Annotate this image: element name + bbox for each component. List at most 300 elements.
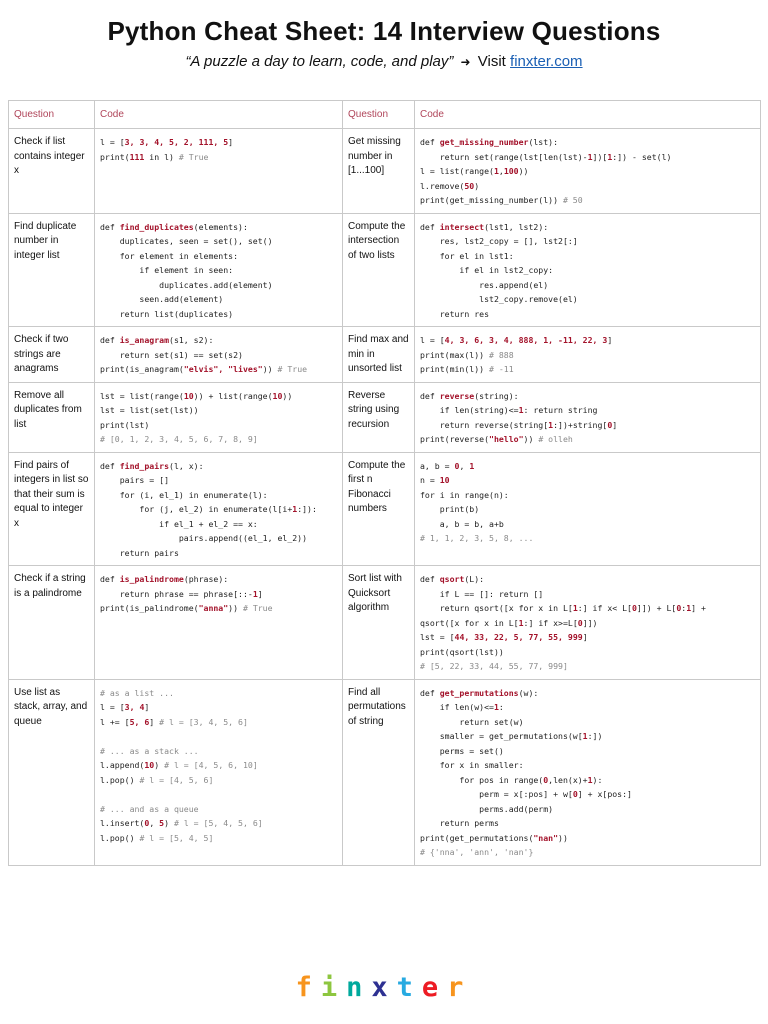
code-token: a, b = — [420, 460, 455, 471]
code-line — [420, 278, 755, 293]
code-line — [420, 150, 755, 165]
question-cell: Check if list contains integer x — [9, 129, 95, 214]
code-line — [100, 744, 337, 759]
code-token: if len(string)<= — [420, 405, 519, 415]
question-cell: Remove all duplicates from list — [9, 382, 95, 452]
code-cell — [415, 129, 761, 214]
code-token: (l, x): — [169, 460, 204, 471]
code-token: if element in seen: — [100, 265, 234, 275]
code-token: perm = x[:pos] + w[ — [420, 789, 573, 799]
logo-letter: n — [346, 972, 372, 1003]
code-token: pairs = [] — [100, 475, 170, 485]
code-cell — [95, 566, 343, 680]
table-header-row — [9, 101, 761, 129]
code-line — [420, 601, 755, 616]
code-line — [420, 403, 755, 418]
code-comment: # as a list ... — [100, 687, 174, 698]
code-line — [100, 307, 337, 322]
code-token: 0 — [572, 789, 578, 799]
code-token: 5, 6 — [129, 716, 150, 727]
code-cell — [415, 566, 761, 680]
code-token: 10 — [183, 390, 194, 401]
logo-letter: i — [320, 972, 347, 1003]
table-row — [9, 382, 761, 452]
code-token: )) — [518, 166, 529, 176]
code-token: 1 — [582, 731, 588, 741]
code-line — [420, 587, 755, 602]
code-token: ] — [582, 632, 588, 642]
finxter-link[interactable]: finxter.com — [510, 53, 583, 70]
page-title: Python Cheat Sheet: 14 Interview Questions — [107, 16, 661, 46]
code-token: print(max(l)) — [420, 349, 490, 360]
code-token: for (i, el_1) in enumerate(l): — [100, 489, 268, 500]
code-line — [100, 488, 337, 503]
code-token: l.remove( — [420, 180, 465, 191]
code-token: l = [ — [420, 335, 445, 345]
code-line — [420, 686, 755, 701]
visit-label: Visit — [477, 53, 506, 70]
code-token: )) — [558, 832, 568, 843]
code-token: "hello" — [489, 434, 524, 444]
tagline: “A puzzle a day to learn, code, and play” — [185, 53, 454, 70]
code-token: res.append(el) — [420, 279, 549, 290]
code-token: 10 — [439, 475, 450, 485]
code-token: def — [100, 460, 120, 471]
code-comment: # [0, 1, 2, 3, 4, 5, 6, 7, 8, 9] — [100, 434, 258, 444]
code-line — [420, 502, 755, 517]
code-token: (s1, s2): — [169, 335, 214, 345]
code-token: :] if x>=L[ — [523, 617, 578, 628]
code-line — [420, 234, 755, 249]
code-comment: # -11 — [489, 364, 514, 374]
code-line — [420, 432, 755, 447]
code-token: print( — [100, 151, 130, 162]
code-token: ]]) — [582, 617, 598, 628]
subtitle — [0, 53, 768, 70]
code-line — [420, 263, 755, 278]
code-comment: # {'nna', 'ann', 'nan'} — [420, 847, 534, 857]
logo-letter: t — [396, 972, 422, 1003]
code-line — [100, 150, 337, 165]
code-token: def — [100, 221, 120, 232]
code-token: ] — [612, 419, 618, 430]
code-token: : — [498, 702, 504, 712]
code-token: print(get_missing_number(l)) — [420, 195, 563, 205]
code-token: 1 — [607, 151, 613, 162]
question-cell: Check if a string is a palindrome — [9, 566, 95, 680]
code-comment: # True — [277, 364, 308, 374]
code-line — [100, 572, 337, 587]
code-token: (lst): — [528, 137, 559, 147]
code-token: perms = set() — [420, 745, 504, 756]
code-line — [100, 686, 337, 701]
code-token: l.insert( — [100, 818, 145, 828]
question-cell: Reverse string using recursion — [343, 382, 415, 452]
code-token: if L == []: return [] — [420, 588, 544, 599]
code-token: for element in elements: — [100, 250, 239, 261]
code-comment: # 50 — [562, 195, 583, 205]
code-token: qsort — [439, 574, 465, 584]
code-line — [100, 292, 337, 307]
code-token: def — [420, 221, 440, 232]
code-line — [100, 473, 337, 488]
code-line — [100, 831, 337, 846]
finxter-logo — [0, 972, 768, 1003]
code-token: 1 — [292, 504, 298, 514]
code-line — [420, 362, 755, 377]
code-token: lst2_copy.remove(el) — [420, 294, 578, 304]
code-token: print(lst) — [100, 419, 150, 430]
code-token: 0 — [454, 460, 460, 471]
code-token: return set(s1) == set(s2) — [100, 349, 243, 360]
code-token: :] if x< L[ — [577, 603, 632, 613]
code-token: if el in lst2_copy: — [420, 265, 554, 275]
code-token: )) — [282, 390, 293, 401]
code-token: if len(w)<= — [420, 702, 494, 712]
code-comment: # True — [242, 603, 273, 613]
code-line — [420, 249, 755, 264]
code-line — [100, 249, 337, 264]
code-line — [100, 234, 337, 249]
code-token: (lst1, lst2): — [484, 221, 549, 232]
code-line — [420, 517, 755, 532]
code-token: 0 — [607, 419, 613, 430]
code-line — [100, 729, 337, 744]
code-line — [100, 816, 337, 831]
code-line — [420, 164, 755, 179]
column-header-question: Question — [343, 101, 415, 129]
code-token: 10 — [272, 390, 283, 401]
logo-letter: e — [421, 972, 448, 1003]
code-line — [420, 802, 755, 817]
question-cell: Find pairs of integers in list so that their sum is equal to integer x — [9, 452, 95, 566]
code-cell — [95, 452, 343, 566]
question-cell: Check if two strings are anagrams — [9, 327, 95, 383]
code-line — [420, 333, 755, 348]
code-token: l += [ — [100, 716, 130, 727]
code-comment: # l = [4, 5, 6, 10] — [164, 760, 258, 770]
code-token: 1 — [469, 460, 475, 471]
code-token: is_anagram — [119, 335, 170, 345]
header — [0, 0, 768, 70]
code-token: "anna" — [198, 603, 229, 613]
code-token: lst = list(set(lst)) — [100, 405, 199, 415]
code-token: if el_1 + el_2 == x: — [100, 518, 258, 529]
code-token: 0 — [144, 818, 150, 828]
code-line — [420, 700, 755, 715]
code-token: res, lst2_copy = [], lst2[:] — [420, 236, 578, 246]
code-comment: # ... and as a queue — [100, 803, 199, 814]
code-token: for el in lst1: — [420, 250, 514, 261]
code-line — [100, 418, 337, 433]
code-token: l = list(range( — [420, 166, 494, 176]
code-token: ] — [607, 335, 613, 345]
code-token: lst = list(range( — [100, 390, 184, 401]
code-token: def — [420, 574, 440, 584]
code-token: 0 — [577, 617, 583, 628]
code-token: l.pop() — [100, 774, 140, 785]
code-line — [420, 220, 755, 235]
code-token: l = [ — [100, 702, 125, 712]
code-token: 1 — [518, 617, 524, 628]
code-token: 111 — [129, 151, 145, 162]
code-token: get_permutations — [439, 687, 519, 698]
code-line — [100, 278, 337, 293]
code-token: print(get_permutations( — [420, 832, 534, 843]
code-line — [420, 348, 755, 363]
code-token: )) — [523, 434, 539, 444]
code-cell — [415, 679, 761, 865]
code-cell — [415, 213, 761, 327]
code-token: return set(w) — [420, 716, 524, 727]
code-token: 1 — [493, 166, 499, 176]
code-line — [100, 135, 337, 150]
logo-letter: r — [447, 972, 473, 1003]
code-token: 10 — [144, 760, 155, 770]
code-token: return reverse(string[ — [420, 419, 549, 430]
code-line — [100, 531, 337, 546]
code-line — [420, 179, 755, 194]
code-token: 44, 33, 22, 5, 77, 55, 999 — [454, 632, 583, 642]
code-line — [420, 616, 755, 631]
code-token: 1 — [587, 774, 593, 785]
question-cell: Sort list with Quicksort algorithm — [343, 566, 415, 680]
code-token: )) + list(range( — [193, 390, 273, 401]
code-comment: # l = [4, 5, 6] — [139, 774, 214, 785]
code-comment: # l = [5, 4, 5] — [139, 832, 214, 843]
code-token: return res — [420, 308, 490, 319]
code-token: is_palindrome — [119, 574, 184, 584]
code-cell — [95, 679, 343, 865]
code-token: return list(duplicates) — [100, 308, 234, 319]
code-line — [420, 488, 755, 503]
code-token: ) — [164, 818, 174, 828]
code-line — [420, 135, 755, 150]
code-token: print(qsort(lst)) — [420, 646, 504, 657]
column-header-code: Code — [415, 101, 761, 129]
code-cell — [95, 327, 343, 383]
question-cell: Compute the intersection of two lists — [343, 213, 415, 327]
code-token: intersect — [439, 221, 485, 232]
code-token: ): — [592, 774, 603, 785]
code-token: return qsort([x for x in L[ — [420, 603, 573, 613]
code-token — [100, 731, 105, 741]
code-token: return phrase == phrase[::- — [100, 588, 253, 599]
code-token: (elements): — [193, 221, 248, 232]
code-token: "nan" — [533, 832, 559, 843]
code-line — [420, 659, 755, 674]
code-token: 1 — [572, 603, 578, 613]
code-token: find_duplicates — [119, 221, 194, 232]
column-header-code: Code — [95, 101, 343, 129]
code-line — [420, 531, 755, 546]
code-token: 4, 3, 6, 3, 4, 888, 1, -11, 22, 3 — [444, 335, 608, 345]
code-line — [100, 389, 337, 404]
code-token: print(reverse( — [420, 434, 490, 444]
code-token: reverse — [439, 390, 475, 401]
code-comment: # 1, 1, 2, 3, 5, 8, ... — [420, 533, 534, 543]
code-line — [420, 459, 755, 474]
code-line — [420, 773, 755, 788]
code-cell — [95, 129, 343, 214]
code-token: for (j, el_2) in enumerate(l[i+ — [100, 504, 293, 514]
code-token: (phrase): — [183, 574, 229, 584]
table-row — [9, 566, 761, 680]
code-line — [100, 517, 337, 532]
code-line — [420, 845, 755, 860]
code-line — [100, 432, 337, 447]
table-row — [9, 452, 761, 566]
code-token: )) — [262, 364, 278, 374]
code-token: lst = [ — [420, 632, 455, 642]
code-token: def — [420, 687, 440, 698]
code-line — [420, 715, 755, 730]
table-row — [9, 679, 761, 865]
code-token: 1 — [686, 603, 692, 613]
code-token: ] + — [691, 603, 706, 613]
code-token: 0 — [543, 774, 549, 785]
code-token: 1 — [252, 588, 258, 599]
code-token: in l) — [144, 151, 179, 162]
code-token: return perms — [420, 818, 499, 828]
code-token: smaller = get_permutations(w[ — [420, 731, 583, 741]
column-header-question: Question — [9, 101, 95, 129]
table-row — [9, 129, 761, 214]
code-token: pairs.append((el_1, el_2)) — [100, 533, 308, 543]
code-token: ) — [474, 180, 480, 191]
code-token: 3, 3, 4, 5, 2, 111, 5 — [124, 137, 229, 147]
code-token: 1 — [493, 702, 499, 712]
code-token: get_missing_number — [439, 137, 529, 147]
code-line — [100, 333, 337, 348]
code-comment: # olleh — [538, 434, 573, 444]
code-token: ] — [144, 702, 150, 712]
code-token: print(is_palindrome( — [100, 603, 199, 613]
question-cell: Find all permutations of string — [343, 679, 415, 865]
code-comment: # True — [178, 151, 209, 162]
code-line — [420, 744, 755, 759]
code-token: 3, 4 — [124, 702, 145, 712]
code-line — [420, 831, 755, 846]
code-line — [100, 700, 337, 715]
code-token: ] — [149, 716, 160, 727]
code-token: :]) — [587, 731, 603, 741]
code-token: :]): — [297, 504, 317, 514]
code-token: return set(range(lst[len(lst)- — [420, 151, 588, 162]
code-token: 1 — [587, 151, 593, 162]
code-cell — [415, 327, 761, 383]
code-token: perms.add(perm) — [420, 803, 554, 814]
code-token: 0 — [676, 603, 682, 613]
code-token: )) — [228, 603, 243, 613]
logo-letter: x — [371, 972, 397, 1003]
code-token: ,len(x)+ — [548, 774, 588, 785]
code-token: 100 — [503, 166, 519, 176]
code-line — [100, 802, 337, 817]
code-token: duplicates.add(element) — [100, 279, 273, 290]
code-token: duplicates, seen = set(), set() — [100, 236, 273, 246]
cheat-sheet-table — [8, 100, 761, 866]
code-token: for pos in range( — [420, 774, 544, 785]
code-cell — [95, 382, 343, 452]
code-line — [420, 418, 755, 433]
code-token: l.pop() — [100, 832, 140, 843]
table-row — [9, 213, 761, 327]
code-comment: # ... as a stack ... — [100, 745, 199, 756]
code-token: print(min(l)) — [420, 364, 490, 374]
code-token: (L): — [464, 574, 485, 584]
code-token: , — [149, 818, 160, 828]
code-token: : return string — [523, 405, 598, 415]
code-token: 1 — [518, 405, 524, 415]
code-token: qsort([x for x in L[ — [420, 617, 519, 628]
code-line — [100, 587, 337, 602]
code-token: n = — [420, 475, 440, 485]
code-comment: # l = [5, 4, 5, 6] — [173, 818, 263, 828]
code-comment: # l = [3, 4, 5, 6] — [159, 716, 248, 727]
question-cell: Compute the first n Fibonacci numbers — [343, 452, 415, 566]
code-token: l.append( — [100, 760, 145, 770]
code-token: :])+string[ — [553, 419, 608, 430]
code-comment: # 888 — [489, 349, 514, 360]
code-token: :]) - set(l) — [612, 151, 672, 162]
code-line — [420, 787, 755, 802]
code-line — [100, 502, 337, 517]
code-cell — [95, 213, 343, 327]
code-cell — [415, 382, 761, 452]
code-line — [420, 758, 755, 773]
code-token: def — [100, 335, 120, 345]
question-cell: Find duplicate number in integer list — [9, 213, 95, 327]
code-line — [100, 546, 337, 561]
code-token: 50 — [464, 180, 475, 191]
code-token: seen.add(element) — [100, 294, 224, 304]
code-token: for x in smaller: — [420, 760, 524, 770]
code-line — [100, 348, 337, 363]
code-line — [100, 263, 337, 278]
code-line — [100, 773, 337, 788]
code-line — [420, 630, 755, 645]
code-token: l = [ — [100, 137, 125, 147]
code-token: (w): — [518, 687, 539, 698]
code-token: ])[ — [592, 151, 608, 162]
code-token: def — [420, 137, 440, 147]
code-token: ] + x[pos:] — [577, 789, 632, 799]
code-token — [100, 789, 105, 799]
code-token: print(is_anagram( — [100, 364, 184, 374]
code-token: def — [420, 390, 440, 401]
code-token: 5 — [159, 818, 165, 828]
code-line — [100, 362, 337, 377]
question-cell: Get missing number in [1...100] — [343, 129, 415, 214]
code-line — [100, 787, 337, 802]
code-line — [420, 816, 755, 831]
code-token: ] — [257, 588, 263, 599]
code-token: : — [681, 603, 687, 613]
code-token: find_pairs — [119, 460, 170, 471]
code-line — [420, 193, 755, 208]
code-line — [420, 389, 755, 404]
code-cell — [415, 452, 761, 566]
code-token: def — [100, 574, 120, 584]
code-token: ]]) + L[ — [636, 603, 677, 613]
code-token: print(b) — [420, 504, 480, 514]
code-line — [420, 307, 755, 322]
code-token: a, b = b, a+b — [420, 518, 504, 529]
code-line — [100, 601, 337, 616]
code-token: , — [459, 460, 470, 471]
code-line — [100, 403, 337, 418]
